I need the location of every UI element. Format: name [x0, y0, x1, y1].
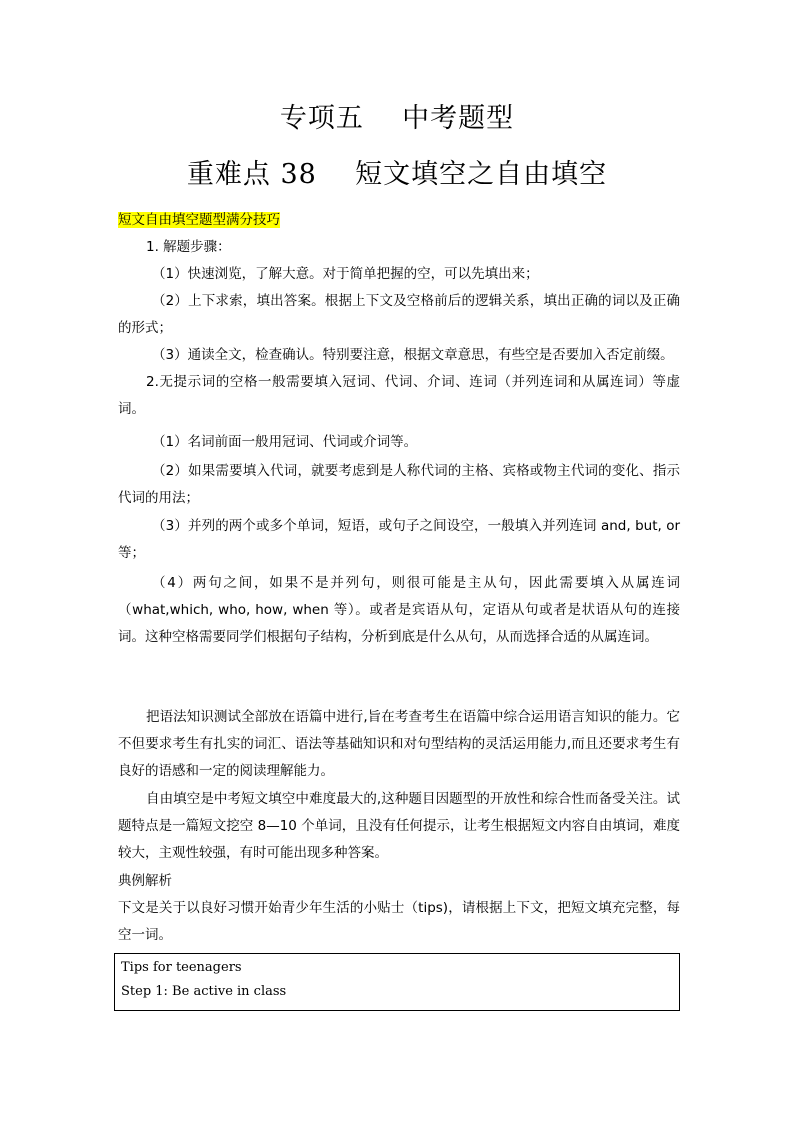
tips-heading: [118, 211, 280, 229]
step2-title: 2.无提示词的空格一般需要填入冠词、代词、介词、连词（并列连词和从属连词）等虚词。: [118, 374, 680, 417]
step2-item-4: （4）两句之间，如果不是并列句，则很可能是主从句，因此需要填入从属连词（what,which, who, how, when 等）。或者是宾语从句，定语从句或者是状语从句的连接词。这种空格需要同学们根据句子结构，分析到底是什么从句，从而选择合适的从属连词。: [118, 575, 680, 645]
intro-paragraph-1: 把语法知识测试全部放在语篇中进行,旨在考查考生在语篇中综合运用语言知识的能力。它不但要求考生有扎实的词汇、语法等基础知识和对句型结构的灵活运用能力,而且还要求考生有良好的语感和一定的阅读理解能力。: [118, 709, 680, 779]
passage-step-1: Step 1: Be active in class: [121, 984, 287, 999]
step1-item-1: （1）快速浏览，了解大意。对于简单把握的空，可以先填出来；: [152, 266, 539, 282]
step2-item-1: （1）名词前面一般用冠词、代词或介词等。: [152, 434, 418, 450]
step2-item-2: （2）如果需要填入代词，就要考虑到是人称代词的主格、宾格或物主代词的变化、指示代词的用法；: [118, 463, 680, 506]
example-label: 典例解析: [118, 873, 172, 889]
step1-title: 1. 解题步骤：: [146, 239, 231, 255]
intro-paragraph-2: 自由填空是中考短文填空中难度最大的,这种题目因题型的开放性和综合性而备受关注。试题特点是一篇短文挖空 8—10 个单词，且没有任何提示，让考生根据短文内容自由填词，难度较大，主观性较强，有时可能出现多种答案。: [118, 791, 680, 861]
example-instruction: 下文是关于以良好习惯开始青少年生活的小贴士（tips)，请根据上下文，把短文填充完整，每空一词。: [118, 900, 680, 943]
highlighted-heading-text: 短文自由填空题型满分技巧: [118, 212, 280, 228]
step1-item-2: （2）上下求索，填出答案。根据上下文及空格前后的逻辑关系，填出正确的词以及正确的形式；: [118, 293, 680, 336]
passage-title: Tips for teenagers: [121, 960, 242, 975]
page-title: 专项五 中考题型: [279, 103, 515, 134]
page-subtitle: 重难点 38 短文填空之自由填空: [186, 159, 608, 190]
passage-box: [114, 953, 680, 1011]
step1-item-3: （3）通读全文，检查确认。特别要注意，根据文章意思，有些空是否要加入否定前缀。: [152, 347, 674, 363]
step2-item-3: （3）并列的两个或多个单词，短语，或句子之间设空，一般填入并列连词 and, but, or 等；: [118, 518, 680, 561]
